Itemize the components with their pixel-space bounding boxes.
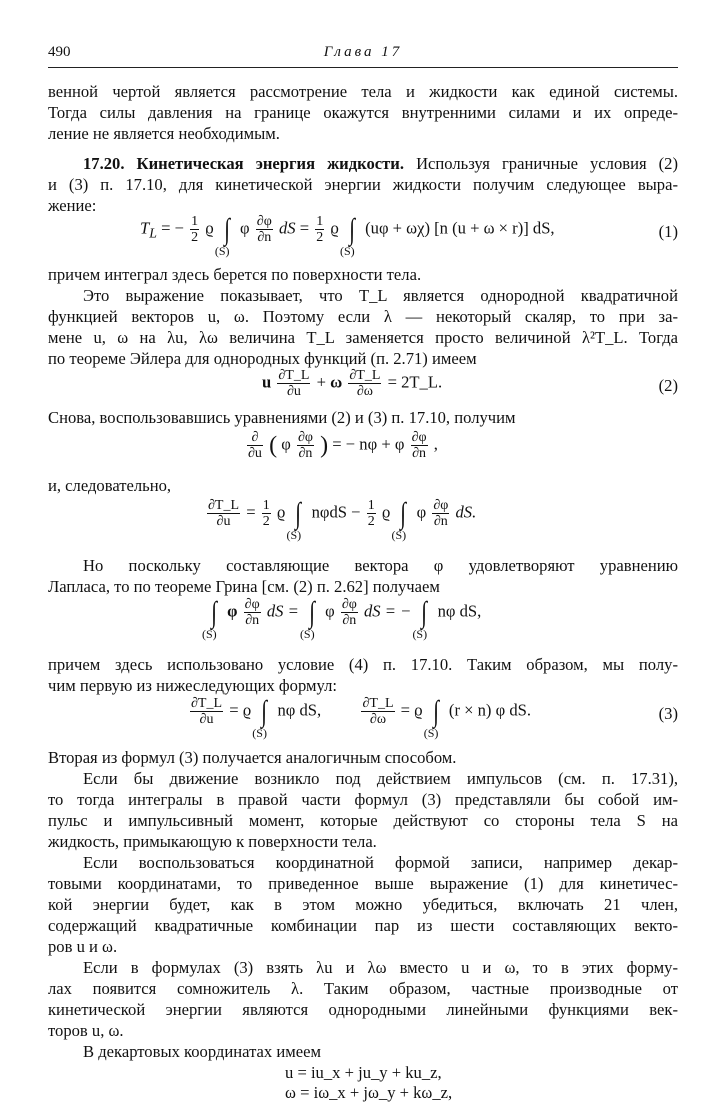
fraction bbox=[207, 498, 240, 529]
frac-num: ∂φ bbox=[433, 498, 449, 513]
frac-num: 1 bbox=[316, 214, 324, 229]
text-line: пульс и импульсивный момент, которые действуют со стороны тела S на bbox=[48, 811, 678, 830]
eq-integrand: (uφ + ωχ) [n (u + ω × r)] dS, bbox=[365, 218, 555, 238]
eq-term: dS = bbox=[266, 601, 299, 621]
integral-domain: (S) bbox=[423, 725, 439, 740]
integral-sign: ∫ (S) bbox=[286, 496, 302, 542]
eq-symbol: φ bbox=[416, 502, 427, 522]
text-line: кой энергии будет, как в этом можно убедиться, включать 21 член, bbox=[48, 895, 678, 914]
eq-rhs: = 2T_L. bbox=[387, 372, 443, 392]
eq-term: nφ dS, bbox=[277, 700, 322, 720]
page-header bbox=[48, 44, 678, 70]
frac-num: ∂φ bbox=[341, 597, 357, 612]
fraction bbox=[341, 597, 358, 628]
eq-term: dS. bbox=[455, 502, 477, 522]
fraction bbox=[411, 430, 428, 461]
integral-domain: (S) bbox=[202, 626, 217, 641]
eq-term: nφdS − bbox=[311, 502, 365, 522]
fraction-dphi-dn bbox=[256, 214, 273, 245]
frac-num: 1 bbox=[191, 214, 199, 229]
eq-symbol: ϱ bbox=[205, 218, 214, 238]
text-line: Тогда силы давления на границе окажутся внутренними силами и их опреде- bbox=[48, 103, 678, 122]
frac-den: ∂u bbox=[286, 384, 301, 399]
eq-symbol: u bbox=[262, 372, 272, 392]
frac-den: ∂u bbox=[248, 446, 262, 461]
equation-u-cartesian: u = iu_x + ju_y + ku_z, bbox=[285, 1063, 442, 1082]
equation-number: (2) bbox=[658, 376, 678, 395]
frac-num: ∂T_L bbox=[191, 696, 223, 711]
frac-num: ∂φ bbox=[297, 430, 313, 445]
integral-sign: ∫ (S) bbox=[252, 694, 268, 740]
integral-sign: ∫ (S) bbox=[299, 595, 315, 641]
frac-num: ∂ bbox=[247, 430, 263, 446]
eq-symbol: ω bbox=[330, 372, 343, 392]
equation-2 bbox=[262, 368, 442, 399]
eq-operator: = − bbox=[161, 218, 184, 238]
frac-den: ∂u bbox=[216, 514, 231, 529]
eq-symbol: ϱ bbox=[381, 502, 391, 522]
text-line: Если в формулах (3) взять λu и λω вместо u и ω, то в этих форму- bbox=[83, 958, 678, 977]
eq-term: dS = − bbox=[363, 601, 412, 621]
eq-symbol: dS bbox=[278, 218, 296, 238]
eq-symbol: T bbox=[140, 218, 150, 238]
eq-symbol: L bbox=[149, 225, 157, 241]
text-line: Но поскольку составляющие вектора φ удовлетворяют уравнению bbox=[83, 556, 678, 575]
text-line: чим первую из нижеследующих формул: bbox=[48, 676, 337, 695]
text-line: ров u и ω. bbox=[48, 937, 118, 956]
integral-domain: (S) bbox=[412, 626, 428, 641]
frac-den: ∂ω bbox=[369, 712, 387, 727]
text-line: функцией векторов u, ω. Поэтому если λ — некоторый скаляр, то при за- bbox=[48, 307, 678, 326]
integral-domain: (S) bbox=[391, 527, 407, 542]
fraction bbox=[432, 498, 449, 529]
eq-symbol: ϱ bbox=[276, 502, 286, 522]
fraction-half bbox=[190, 214, 199, 245]
fraction bbox=[190, 696, 223, 727]
frac-den: ∂n bbox=[245, 613, 260, 628]
frac-den: ∂n bbox=[298, 446, 313, 461]
integral-sign: ∫ (S) bbox=[423, 694, 439, 740]
text-line: жидкость, примыкающую к поверхности тела. bbox=[48, 832, 377, 851]
frac-den: ∂n bbox=[257, 230, 272, 245]
eq-operator: = bbox=[299, 218, 310, 238]
eq-operator: = ϱ bbox=[400, 700, 423, 720]
frac-num: ∂T_L bbox=[208, 498, 240, 513]
eq-symbol: φ bbox=[281, 434, 291, 454]
fraction bbox=[277, 368, 310, 399]
header-rule bbox=[48, 67, 678, 68]
fraction-half bbox=[315, 214, 324, 245]
eq-rhs: = − nφ + φ bbox=[332, 434, 405, 454]
text-line: Вторая из формул (3) получается аналогичным способом. bbox=[48, 748, 457, 767]
equation-3 bbox=[188, 694, 531, 740]
text-line: мене u, ω на λu, λω величина T_L заменяется просто величиной λ²T_L. Тогда bbox=[48, 328, 678, 347]
section-first-line bbox=[83, 154, 678, 174]
equation-green bbox=[202, 595, 482, 641]
text-line: Лапласа, то по теореме Грина [см. (2) п. 2.62] получаем bbox=[48, 577, 440, 596]
integral-domain: (S) bbox=[252, 725, 267, 740]
text-line: ление не является необходимым. bbox=[48, 124, 280, 143]
frac-den: ∂n bbox=[433, 514, 448, 529]
eq-symbol: φ bbox=[240, 218, 250, 238]
fraction bbox=[361, 696, 394, 727]
fraction bbox=[247, 430, 263, 461]
integral-sign: ∫ (S) bbox=[391, 496, 407, 542]
text-line: причем здесь использовано условие (4) п. 17.10. Таким образом, мы полу- bbox=[48, 655, 678, 674]
fraction bbox=[244, 597, 261, 628]
text-line: лах появится сомножитель λ. Таким образом, частные производные от bbox=[48, 979, 678, 998]
integral-domain: (S) bbox=[286, 527, 302, 542]
integral-sign: ∫ (S) bbox=[202, 595, 217, 641]
text-line: причем интеграл здесь берется по поверхности тела. bbox=[48, 265, 422, 284]
equation-number: (1) bbox=[658, 222, 678, 241]
frac-num: 1 bbox=[367, 498, 375, 513]
frac-den: 2 bbox=[191, 230, 199, 245]
frac-den: ∂ω bbox=[356, 384, 373, 399]
text-line: Если бы движение возникло под действием импульсов (см. п. 17.31), bbox=[83, 769, 678, 788]
text-line: Снова, воспользовавшись уравнениями (2) и (3) п. 17.10, получим bbox=[48, 408, 516, 427]
text-line: кинетической энергии являются однородными линейными функциями век- bbox=[48, 1000, 678, 1019]
text-line: по теореме Эйлера для однородных функций (п. 2.71) имеем bbox=[48, 349, 477, 368]
eq-operator: + bbox=[316, 372, 326, 392]
equation-1 bbox=[140, 212, 555, 258]
text-line: содержащий квадратичные комбинации пар из шести составляющих векто- bbox=[48, 916, 678, 935]
text-line: то тогда интегралы в правой части формул (3) представляли бы собой им- bbox=[48, 790, 678, 809]
frac-den: ∂n bbox=[342, 613, 357, 628]
fraction bbox=[348, 368, 381, 399]
text-line: Это выражение показывает, что T_L является однородной квадратичной bbox=[83, 286, 678, 305]
text-line: товыми координатами, то приведенное выше выражение (1) для кинетичес- bbox=[48, 874, 678, 893]
eq-symbol: ϱ bbox=[330, 218, 339, 238]
text-line: венной чертой является рассмотрение тела и жидкости как единой системы. bbox=[48, 82, 678, 101]
fraction bbox=[297, 430, 314, 461]
frac-den: ∂u bbox=[199, 712, 214, 727]
eq-operator: = bbox=[246, 502, 256, 522]
frac-num: ∂φ bbox=[411, 430, 427, 445]
eq-operator: = ϱ bbox=[229, 700, 252, 720]
frac-num: ∂φ bbox=[256, 214, 272, 229]
text-line: и, следовательно, bbox=[48, 476, 172, 495]
frac-den: 2 bbox=[316, 230, 324, 245]
integral-sign: ∫ (S) bbox=[214, 212, 230, 258]
integral-domain: (S) bbox=[214, 243, 230, 258]
frac-num: 1 bbox=[262, 498, 270, 513]
section-title: 17.20. Кинетическая энергия жидкости. bbox=[83, 154, 404, 173]
frac-num: ∂T_L bbox=[362, 696, 394, 711]
text-line: торов u, ω. bbox=[48, 1021, 124, 1040]
eq-term: (r × n) φ dS. bbox=[448, 700, 531, 720]
integral-sign: ∫ (S) bbox=[412, 595, 428, 641]
text-line: Если воспользоваться координатной формой записи, например декар- bbox=[83, 853, 678, 872]
eq-symbol: φ bbox=[227, 601, 238, 621]
equation-number: (3) bbox=[658, 704, 678, 723]
equation-derivative: $\frac{\partial}{\partial u}$ ( φ $\frac{\partial\varphi}{\partial n}$ ) = − nφ + φ $\frac{\partial\varphi}{\partial n}$ , bbox=[248, 430, 438, 461]
frac-den: 2 bbox=[367, 514, 375, 529]
frac-den: 2 bbox=[262, 514, 270, 529]
eq-term: nφ dS, bbox=[437, 601, 482, 621]
eq-symbol: φ bbox=[325, 601, 335, 621]
frac-num: ∂T_L bbox=[349, 368, 381, 383]
running-head: Глава 17 bbox=[323, 44, 403, 60]
text-line: и (3) п. 17.10, для кинетической энергии жидкости получим следующее выра- bbox=[48, 175, 678, 194]
page-number: 490 bbox=[48, 44, 71, 60]
text-line: жение: bbox=[48, 196, 97, 215]
equation-dTdu bbox=[205, 496, 477, 542]
fraction bbox=[367, 498, 376, 529]
integral-domain: (S) bbox=[339, 243, 355, 258]
frac-den: ∂n bbox=[412, 446, 427, 461]
text-run: Используя граничные условия (2) bbox=[416, 154, 678, 173]
integral-sign: ∫ (S) bbox=[339, 212, 355, 258]
text-line: В декартовых координатах имеем bbox=[83, 1042, 321, 1061]
eq-punct: , bbox=[433, 434, 438, 454]
frac-num: ∂φ bbox=[244, 597, 260, 612]
frac-num: ∂T_L bbox=[278, 368, 310, 383]
fraction bbox=[262, 498, 271, 529]
integral-domain: (S) bbox=[299, 626, 315, 641]
equation-omega-cartesian: ω = iω_x + jω_y + kω_z, bbox=[285, 1083, 453, 1102]
